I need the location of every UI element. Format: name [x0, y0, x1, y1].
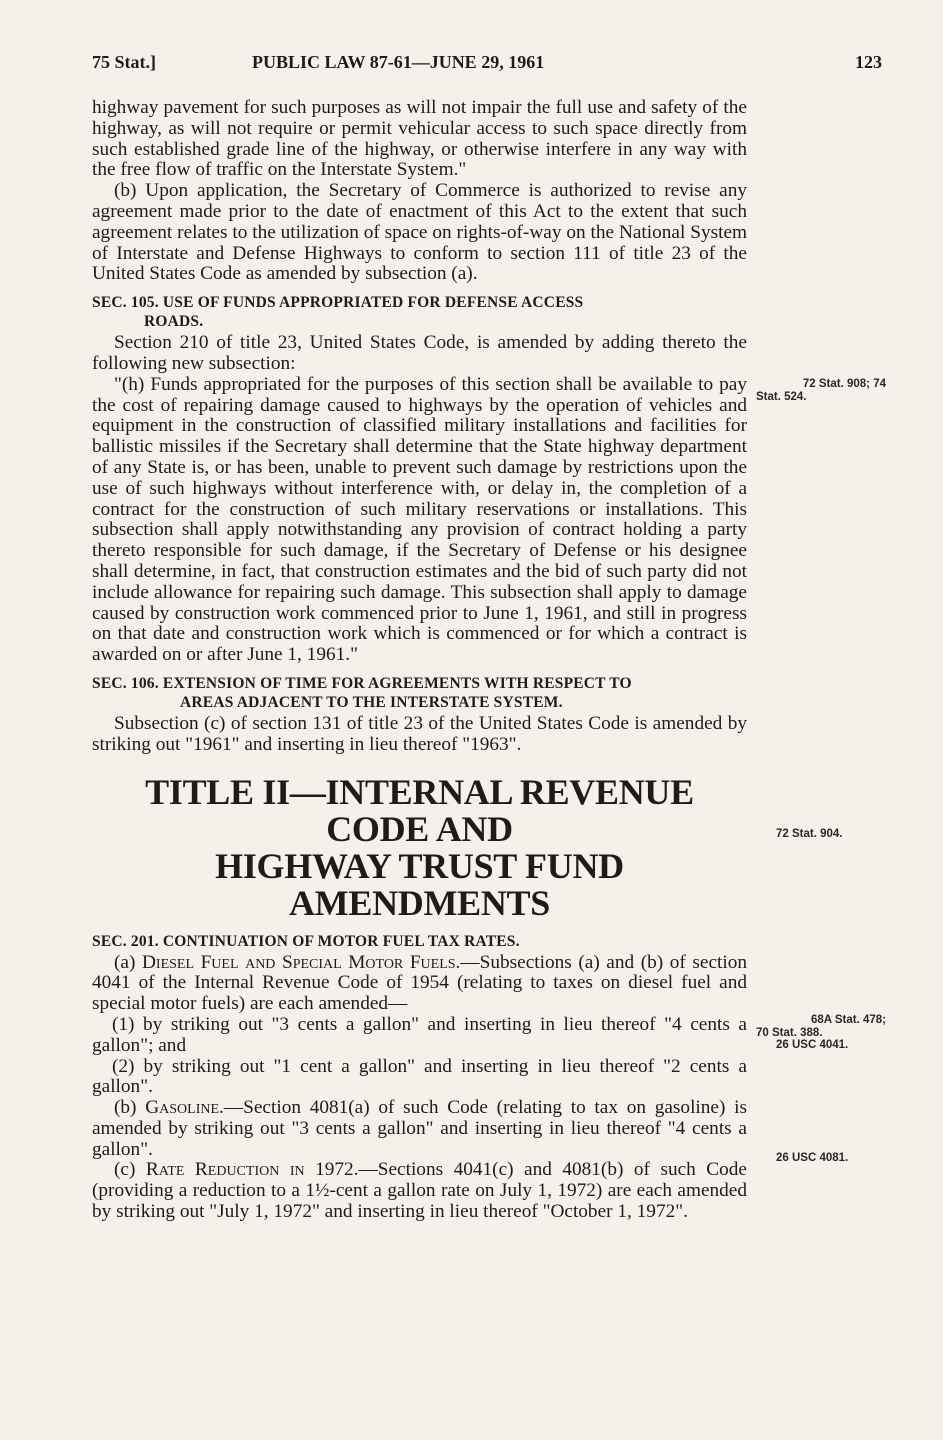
margin-note-3-line1: 68A Stat. 478;	[811, 1014, 886, 1026]
section-105-heading	[92, 293, 747, 331]
section-106-heading-line1: SEC. 106. EXTENSION OF TIME FOR AGREEMENTS WITH RESPECT TO	[92, 674, 632, 692]
rate-reduction-head: Rate Reduction in 1972.	[145, 1159, 359, 1181]
page-number: 123	[855, 52, 882, 72]
margin-note-1-line2: Stat. 524.	[756, 390, 807, 403]
label-b: (b)	[114, 1097, 137, 1119]
gasoline-body: —Section 4081(a) of such Code (relating to tax on gasoline) is amended by striking out "3 cents a gallon" and inserting in lieu thereof "4 cents a gallon".	[92, 1097, 747, 1160]
paragraph-subsection-b: (b) Upon application, the Secretary of Commerce is authorized to revise any agreement made prior to the date of enactment of this Act to the extent that such agreement relates to the utilization of space on rights-of-way on the National System of Interstate and Defense Highways to conform to section 111 of title 23 of the United States Code as amended by subsection (a).	[92, 180, 747, 285]
paragraph-section-131: Subsection (c) of section 131 of title 23 of the United States Code is amended by striking out "1961" and inserting in lieu thereof "1963".	[92, 712, 747, 755]
margin-note-3-line3: 26 USC 4041.	[776, 1039, 849, 1051]
margin-note-2: 72 Stat. 904.	[776, 828, 843, 840]
section-105-heading-line1: SEC. 105. USE OF FUNDS APPROPRIATED FOR DEFENSE ACCESS	[92, 294, 584, 312]
margin-note-3	[756, 1014, 886, 1052]
section-106-heading-line2: AREAS ADJACENT TO THE INTERSTATE SYSTEM.	[180, 693, 563, 711]
label-a: (a)	[114, 951, 136, 973]
gasoline-head: Gasoline.	[145, 1097, 224, 1119]
running-header	[92, 52, 882, 78]
paragraph-gasoline	[92, 1098, 747, 1160]
paragraph-section-210: Section 210 of title 23, United States Code, is amended by adding thereto the following new subsection:	[92, 332, 747, 374]
margin-note-1	[756, 378, 886, 403]
section-201-heading: SEC. 201. CONTINUATION OF MOTOR FUEL TAX RATES.	[92, 932, 520, 950]
title-ii-heading-line2: HIGHWAY TRUST FUND AMENDMENTS	[215, 845, 624, 923]
section-105-heading-line2: ROADS.	[144, 313, 204, 331]
body-text-column	[92, 98, 747, 1223]
header-volume: 75 Stat.]	[92, 52, 156, 72]
rate-reduction-body: —Sections 4041(c) and 4081(b) of such Code (providing a reduction to a 1½-cent a gallon rate on July 1, 1972) are each amended by striking out "July 1, 1972" and inserting in lieu thereof "October 1, 1972".	[92, 1159, 747, 1223]
title-ii-heading	[92, 771, 747, 923]
label-c: (c)	[114, 1159, 136, 1181]
diesel-fuel-head: Diesel Fuel and Special Motor Fuels.	[141, 951, 461, 973]
paragraph-rate-reduction	[92, 1160, 747, 1222]
title-ii-heading-line1: TITLE II—INTERNAL REVENUE CODE AND	[145, 771, 694, 849]
margin-note-3-line2: 70 Stat. 388.	[756, 1026, 823, 1039]
paragraph-continued: highway pavement for such purposes as will not impair the full use and safety of the highway, as will not require or permit vehicular access to such space directly from such established grade line of the highway, or otherwise interfere in any way with the free flow of traffic on the Interstate System."	[92, 97, 747, 181]
header-law-title: PUBLIC LAW 87-61—JUNE 29, 1961	[252, 52, 545, 72]
paragraph-item-2: (2) by striking out "1 cent a gallon" and inserting in lieu thereof "2 cents a gallon".	[92, 1055, 747, 1098]
paragraph-item-1: (1) by striking out "3 cents a gallon" and inserting in lieu thereof "4 cents a gallon"; and	[92, 1013, 747, 1056]
diesel-fuel-body: —Subsections (a) and (b) of section 4041 of the Internal Revenue Code of 1954 (relating to taxes on diesel fuel and special motor fuels) are each amended—	[92, 951, 747, 1015]
paragraph-subsection-h: "(h) Funds appropriated for the purposes of this section shall be available to pay the cost of repairing damage caused to highways by the operation of vehicles and equipment in the construction of classified military installations and facilities for ballistic missiles if the Secretary shall determine that the State highway department of any State is, or has been, unable to prevent such damage by restrictions upon the use of such highways without interference with, or delay in, the completion of a contract for the construction of such military reservations or installations. This subsection shall apply notwithstanding any provision of contract holding a party thereto responsible for such damage, if the Secretary of Defense or his designee shall determine, in fact, that construction estimates and the bid of such party did not include allowance for repairing such damage. This subsection shall apply to damage caused by construction work commenced prior to June 1, 1961, and still in progress on that date and construction work which is commenced or for which a contract is awarded on or after June 1, 1961."	[92, 373, 747, 666]
paragraph-diesel-fuel	[92, 953, 747, 1015]
section-106-heading	[92, 674, 747, 712]
margin-note-1-line1: 72 Stat. 908; 74	[802, 378, 886, 390]
margin-note-4: 26 USC 4081.	[776, 1152, 849, 1164]
